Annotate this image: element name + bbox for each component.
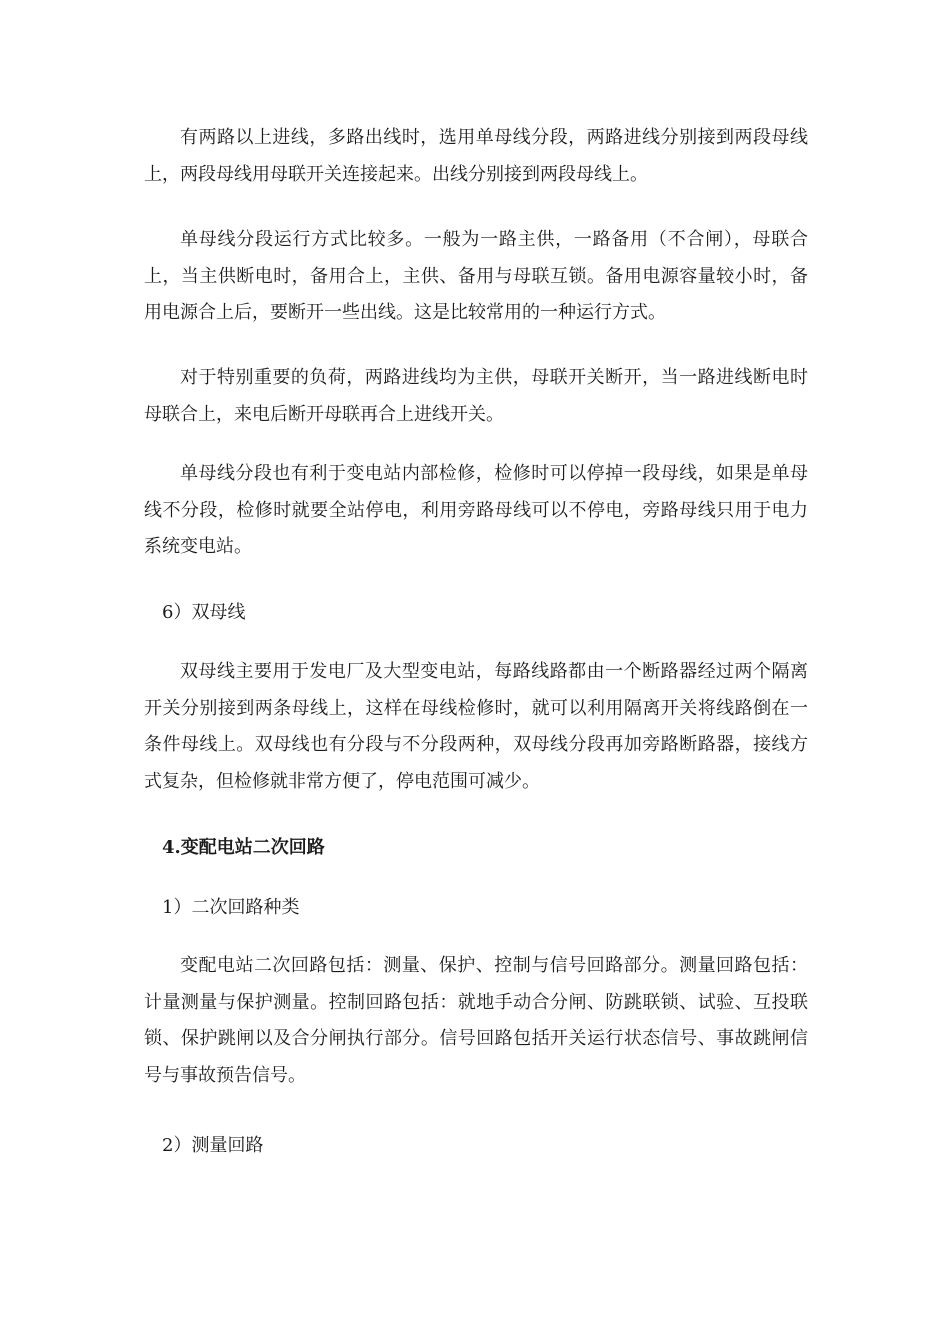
subheading-circuit-types: 1）二次回路种类 — [162, 897, 300, 918]
paragraph-critical-load: 对于特别重要的负荷，两路进线均为主供，母联开关断开，当一路进线断电时母联合上，来电后断开母联再合上进线开关。 — [144, 367, 808, 425]
subheading-measurement-circuit: 2）测量回路 — [162, 1135, 264, 1156]
subheading-double-bus: 6）双母线 — [162, 602, 246, 623]
paragraph-split-bus-connection: 有两路以上进线，多路出线时，选用单母线分段，两路进线分别接到两段母线上，两段母线用母联开关连接起来。出线分别接到两段母线上。 — [144, 127, 808, 185]
section-heading-secondary-circuit: 4.变配电站二次回路 — [162, 837, 325, 858]
paragraph-maintenance: 单母线分段也有利于变电站内部检修，检修时可以停掉一段母线，如果是单母线不分段，检修时就要全站停电，利用旁路母线可以不停电，旁路母线只用于电力系统变电站。 — [144, 463, 808, 557]
paragraph-double-bus: 双母线主要用于发电厂及大型变电站，每路线路都由一个断路器经过两个隔离开关分别接到两条母线上，这样在母线检修时，就可以利用隔离开关将线路倒在一条件母线上。双母线也有分段与不分段两种，双母线分段再加旁路断路器，接线方式复杂，但检修就非常方便了，停电范围可减少。 — [144, 661, 808, 792]
paragraph-circuit-types: 变配电站二次回路包括：测量、保护、控制与信号回路部分。测量回路包括：计量测量与保护测量。控制回路包括：就地手动合分闸、防跳联锁、试验、互投联锁、保护跳闸以及合分闸执行部分。信号回路包括开关运行状态信号、事故跳闸信号与事故预告信号。 — [144, 955, 808, 1086]
paragraph-split-bus-operation: 单母线分段运行方式比较多。一般为一路主供，一路备用（不合闸），母联合上，当主供断电时，备用合上，主供、备用与母联互锁。备用电源容量较小时，备用电源合上后，要断开一些出线。这是比较常用的一种运行方式。 — [144, 229, 808, 323]
